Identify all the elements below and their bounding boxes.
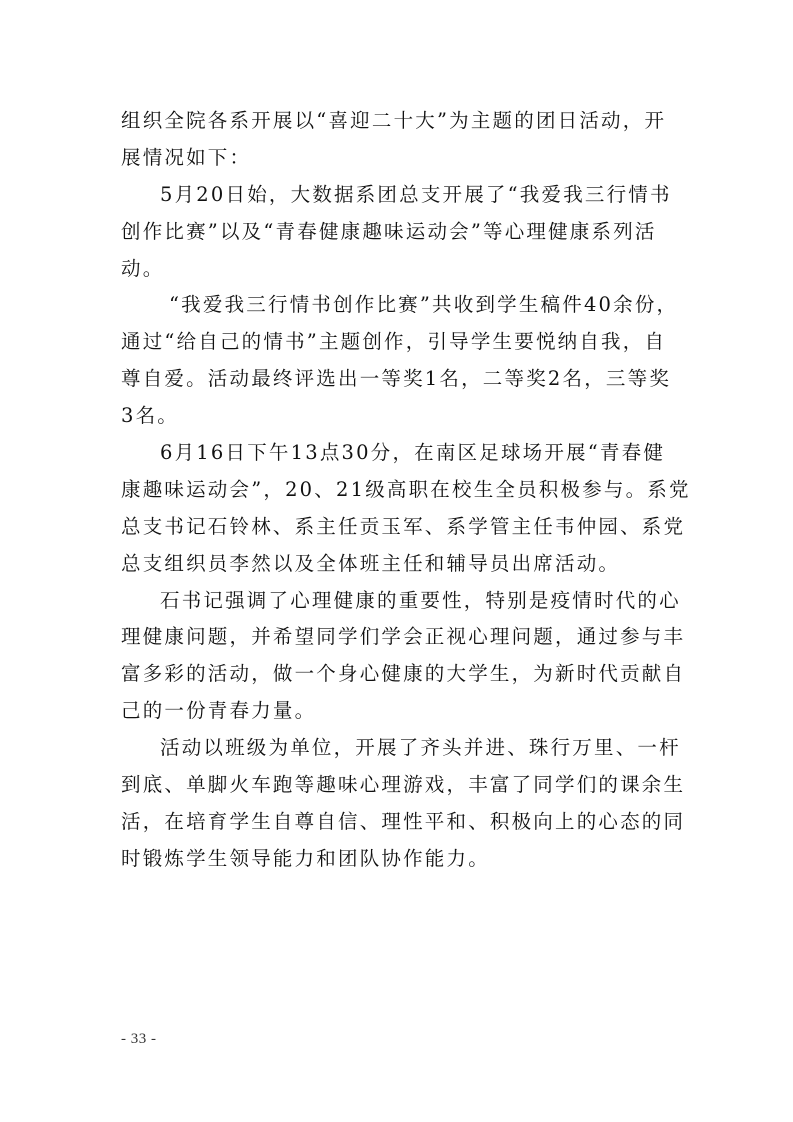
text-line: 5月20日始，大数据系团总支开展了“我爱我三行情书 (160, 182, 672, 206)
text-line: 总支组织员李然以及全体班主任和辅导员出席活动。 (121, 551, 621, 575)
text-line: 己的一份青春力量。 (121, 699, 317, 723)
text-line: 展情况如下： (121, 145, 252, 169)
text-line: 时锻炼学生领导能力和团队协作能力。 (121, 846, 490, 870)
text-line: 康趣味运动会”，20、21级高职在校生全员积极参与。系党 (121, 477, 691, 501)
text-line: 动。 (121, 256, 165, 280)
text-line: 创作比赛”以及“青春健康趣味运动会”等心理健康系列活 (121, 219, 657, 243)
page-number: - 33 - (121, 1031, 157, 1047)
paragraph-secretary-speech (121, 583, 686, 731)
text-line: 6月16日下午13点30分，在南区足球场开展“青春健 (160, 441, 666, 465)
text-line: 通过“给自己的情书”主题创作，引导学生要悦纳自我，自 (121, 330, 667, 354)
paragraph-love-letter-contest (121, 287, 679, 435)
text-line: 总支书记石铃林、系主任贡玉军、系学管主任韦仲园、系党 (121, 514, 686, 538)
text-line: 到底、单脚火车跑等趣味心理游戏，丰富了同学们的课余生 (121, 773, 686, 797)
paragraph-intro (121, 103, 673, 177)
text-line: 富多彩的活动，做一个身心健康的大学生，为新时代贡献自 (121, 662, 686, 686)
text-line: “我爱我三行情书创作比赛”共收到学生稿件40余份， (169, 293, 679, 317)
text-line: 石书记强调了心理健康的重要性，特别是疫情时代的心 (160, 588, 681, 612)
text-line: 组织全院各系开展以“喜迎二十大”为主题的团日活动，开 (121, 109, 667, 132)
body-text (121, 103, 691, 878)
text-line: 理健康问题，并希望同学们学会正视心理问题，通过参与丰 (121, 625, 686, 649)
text-line: 3名。 (121, 404, 180, 428)
paragraph-may-20 (121, 177, 673, 288)
text-line: 尊自爱。活动最终评选出一等奖1名，二等奖2名，三等奖 (121, 367, 672, 391)
paragraph-sports-meet (121, 435, 691, 583)
text-line: 活动以班级为单位，开展了齐头并进、珠行万里、一杆 (160, 736, 681, 760)
paragraph-activity-summary (121, 730, 686, 878)
text-line: 活，在培育学生自尊自信、理性平和、积极向上的心态的同 (121, 809, 686, 833)
